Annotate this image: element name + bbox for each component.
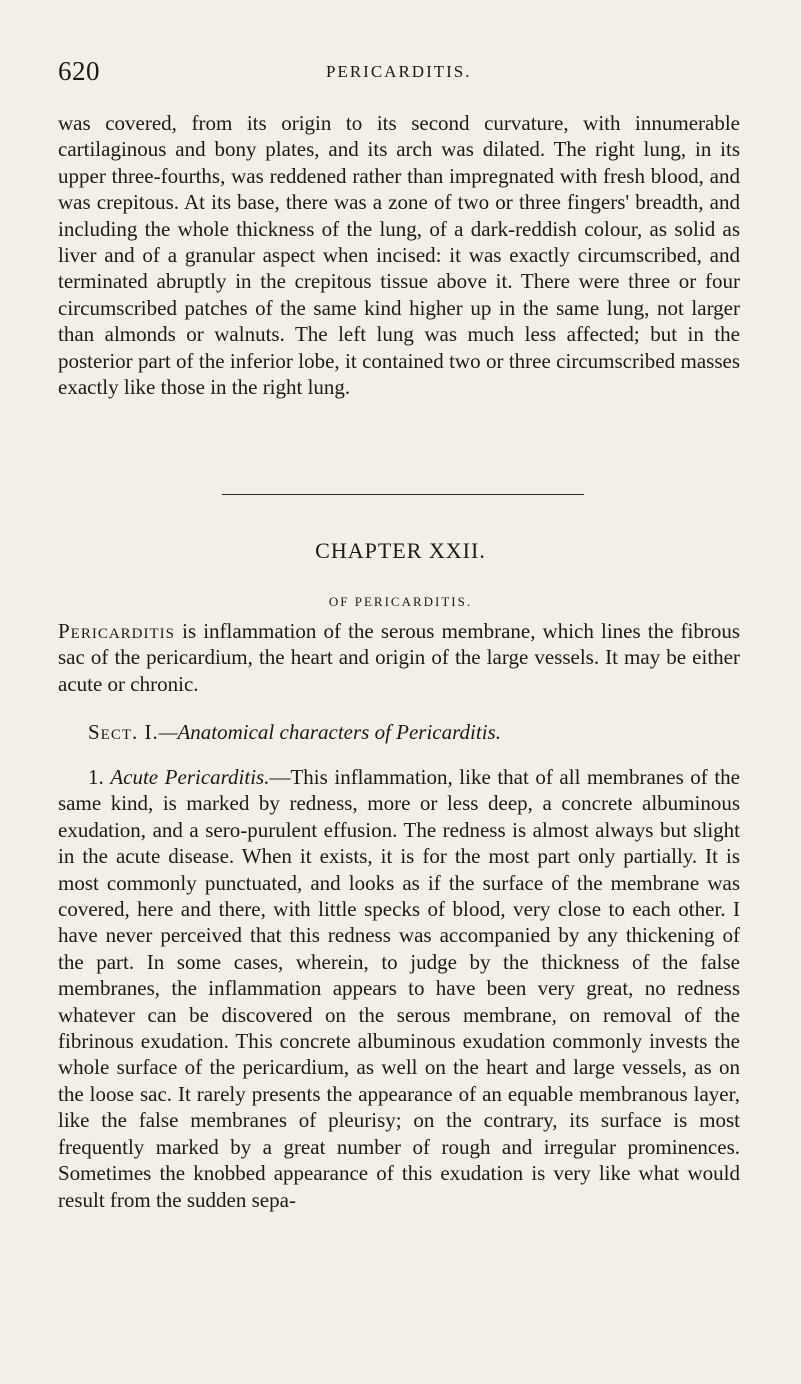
section-heading [88,720,501,745]
chapter-title: CHAPTER XXII. [315,538,486,563]
paragraph-text: —This inflammation, like that of all membranes of the same kind, is marked by redness, more or less deep, a concrete albuminous exudation, and a sero-purulent effusion. The redness is almost always but slight in the acute disease. When it exists, it is for the most part only partially. It is most commonly punctuated, and looks as if the surface of the membrane was covered, here and there, with little specks of blood, very close to each other. I have never perceived that this redness was accompanied by any thickening of the part. In some cases, wherein, to judge by the thickness of the false membranes, the inflammation appears to have been very great, no redness whatever can be discovered on the serous membrane, on removal of the fibrinous exudation. This concrete albuminous exudation commonly invests the whole surface of the pericardium, as well on the heart and large vessels, as on the loose sac. It rarely presents the appearance of an equable membranous layer, like the false membranes of pleurisy; on the contrary, its surface is most frequently marked by a great number of rough and irregular prominences. Sometimes the knobbed appearance of this exudation is very like what would result from the sudden sepa- [58,765,741,1212]
section-label: Sect. I. [88,720,159,744]
section-divider-rule [222,494,584,495]
item-heading: Acute Pericarditis. [110,765,270,789]
section-title: —Anatomical characters of Pericarditis. [158,720,501,744]
item-number: 1. [88,765,111,789]
lead-word: Pericarditis [58,619,176,643]
paragraph-acute-pericarditis [58,764,740,1213]
chapter-subtitle: OF PERICARDITIS. [328,594,473,609]
page-header [58,56,758,86]
paragraph-definition [58,618,740,697]
running-head: PERICARDITIS. [326,62,472,81]
paragraph-text: is inflammation of the serous membrane, which lines the fibrous sac of the pericardium, the heart and origin of the large vessels. It may be either acute or chronic. [58,619,740,696]
page-number: 620 [58,56,100,86]
paragraph-continuation: was covered, from its origin to its second curvature, with innumerable cartilaginous and bony plates, and its arch was dilated. The right lung, in its upper three-fourths, was reddened rather than impregnated with fresh blood, and was crepitous. At its base, there was a zone of two or three fingers' breadth, and including the whole thickness of the lung, of a dark-reddish colour, as solid as liver and of a granular aspect when incised: it was exactly circumscribed, and terminated abruptly in the crepitous tissue above it. There were three or four circumscribed patches of the same kind higher up in the same lung, not larger than almonds or walnuts. The left lung was much less affected; but in the posterior part of the inferior lobe, it contained two or three circumscribed masses exactly like those in the right lung. [58,111,740,400]
